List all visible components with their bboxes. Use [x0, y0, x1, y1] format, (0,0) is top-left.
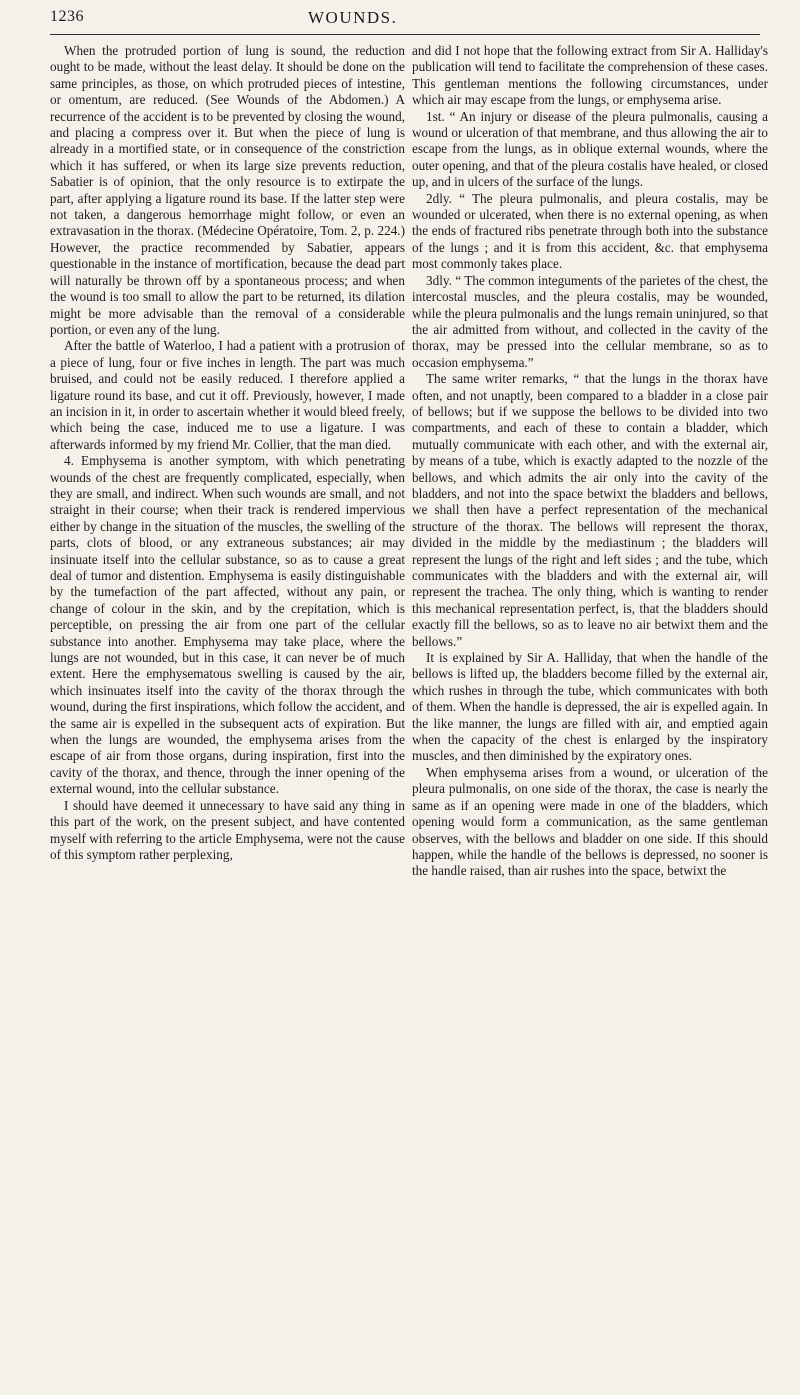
- paragraph-waterloo: After the battle of Waterloo, I had a patient with a protrusion of a piece of lung, four or five inches in length. The part was much bruised, and could not be easily reduced. I therefore applied a ligature round its base, and cut it off. Previously, however, I made an incision in it, in order to ascertain whether it would bleed freely, which being the case, induced me to use a ligature. I was afterwards informed by my friend Mr. Collier, that the man died.: [50, 338, 405, 452]
- page-header: [50, 8, 760, 35]
- right-column: [412, 43, 768, 880]
- paragraph-bellows-comparison: The same writer remarks, “ that the lungs in the thorax have often, and not unaptly, been compared to a bladder in a close pair of bellows; but if we suppose the bellows to be divided into two compartments, and each of these to contain a bladder, which mutually communicate with each other, and with the external air, by means of a tube, which is exactly adapted to the nozzle of the bellows, and which admits the air only into the cavity of the bladders, and not into the space betwixt the bladders and bellows, we shall then have a perfect representation of the mechanical structure of the thorax. The bellows will represent the thorax, divided in the middle by the mediastinum ; the bladders will represent the lungs of the right and left sides ; and the tube, which communicates with the bladders and with the external air, will represent the trachea. The only thing, which is wanting to render this mechanical representation perfect, is, that the bladders should exactly fill the bellows, so as to leave no air betwixt them and the bellows.”: [412, 371, 768, 649]
- paragraph-pleura-wound: When emphysema arises from a wound, or ulceration of the pleura pulmonalis, on one side of the thorax, the case is nearly the same as if an opening were made in one of the bladders, which opening would form a communication, as the same gentleman observes, with the bellows and bladder on one side. If this should happen, while the handle of the bellows is depressed, no sooner is the handle raised, than air rushes into the space, betwixt the: [412, 764, 768, 879]
- paragraph-halliday-intro: and did I not hope that the following extract from Sir A. Halliday's publication will tend to facilitate the comprehension of these cases. This gentleman mentions the following circumstances, under which air may escape from the lungs, or emphysema arise.: [412, 43, 768, 108]
- paragraph-bellows-explained: It is explained by Sir A. Halliday, that when the handle of the bellows is lifted up, the bladders become filled by the external air, which rushes in through the tube, which communicates with both of them. When the handle is depressed, the air is expelled again. In the like manner, the lungs are filled with air, and emptied again when the capacity of the chest is enlarged by the inspiratory muscles, and then diminished by the expiratory ones.: [412, 650, 768, 764]
- page-number: 1236: [50, 8, 84, 25]
- paragraph-third-case: 3dly. “ The common integuments of the parietes of the chest, the intercostal muscles, and the pleura costalis, may be wounded, while the pleura pulmonalis and the lungs remain uninjured, so that the air admitted from without, and collected in the cavity of the thorax, may be pressed into the cellular membrane, so as to occasion emphysema.”: [412, 272, 768, 370]
- paragraph-emphysema: 4. Emphysema is another symptom, with which penetrating wounds of the chest are frequently complicated, especially, when they are small, and indirect. When such wounds are small, and not straight in their course; when their track is rendered impervious either by change in the situation of the muscles, the swelling of the parts, clots of blood, or any extraneous substances; air may insinuate itself into the cellular substance, so as to cause a great deal of tumor and distention. Emphysema is easily distinguishable by the tumefaction of the part affected, without any pain, or change of colour in the skin, and by the crepitation, which is perceptible, on pressing the air from one part of the cellular substance into another. Emphysema may take place, where the lungs are not wounded, but in this case, it can never be of much extent. Here the emphysematous swelling is caused by the air, which insinuates itself into the cavity of the thorax through the wound, during the first inspirations, which follow the accident, and the same air is expelled in the subsequent acts of expiration. But when the lungs are wounded, the emphysema arises from the escape of air from those organs, during inspiration, first into the cavity of the thorax, and thence, through the inner opening of the external wound, into the cellular substance.: [50, 453, 405, 797]
- running-head: WOUNDS.: [308, 8, 398, 27]
- paragraph-second-case: 2dly. “ The pleura pulmonalis, and pleura costalis, may be wounded or ulcerated, when there is no external opening, as when the ends of fractured ribs penetrate through both into the substance of the lungs ; and it is from this accident, &c. that emphysema most commonly takes place.: [412, 190, 768, 272]
- left-column: [50, 43, 405, 863]
- paragraph-protruded-lung: When the protruded portion of lung is sound, the reduction ought to be made, without the least delay. It should be done on the same principles, as those, on which protruded pieces of intestine, or omentum, are reduced. (See Wounds of the Abdomen.) A recurrence of the accident is to be prevented by closing the wound, and placing a compress over it. But when the piece of lung is already in a mortified state, or in consequence of the constriction which it has suffered, or when its large size prevents reduction, Sabatier is of opinion, that the only resource is to extirpate the part, after applying a ligature round its base. If the latter step were not taken, a dangerous hemorrhage might follow, or even an extravasation in the thorax. (Médecine Opératoire, Tom. 2, p. 224.) However, the practice recommended by Sabatier, appears questionable in the instance of mortification, because the dead part will naturally be thrown off by a spontaneous process; and when the wound is too small to allow the part to be returned, its dilation might be more advisable than the removal of a considerable portion, or even any of the lung.: [50, 43, 405, 337]
- paragraph-first-case: 1st. “ An injury or disease of the pleura pulmonalis, causing a wound or ulceration of that membrane, and thus allowing the air to escape from the lungs, as in oblique external wounds, where the outer opening, and that of the pleura costalis have healed, or closed up, and in ulcers of the surface of the lungs.: [412, 108, 768, 190]
- paragraph-unnecessary: I should have deemed it unnecessary to have said any thing in this part of the work, on the present subject, and have contented myself with referring to the article Emphysema, were not the cause of this symptom rather perplexing,: [50, 797, 405, 862]
